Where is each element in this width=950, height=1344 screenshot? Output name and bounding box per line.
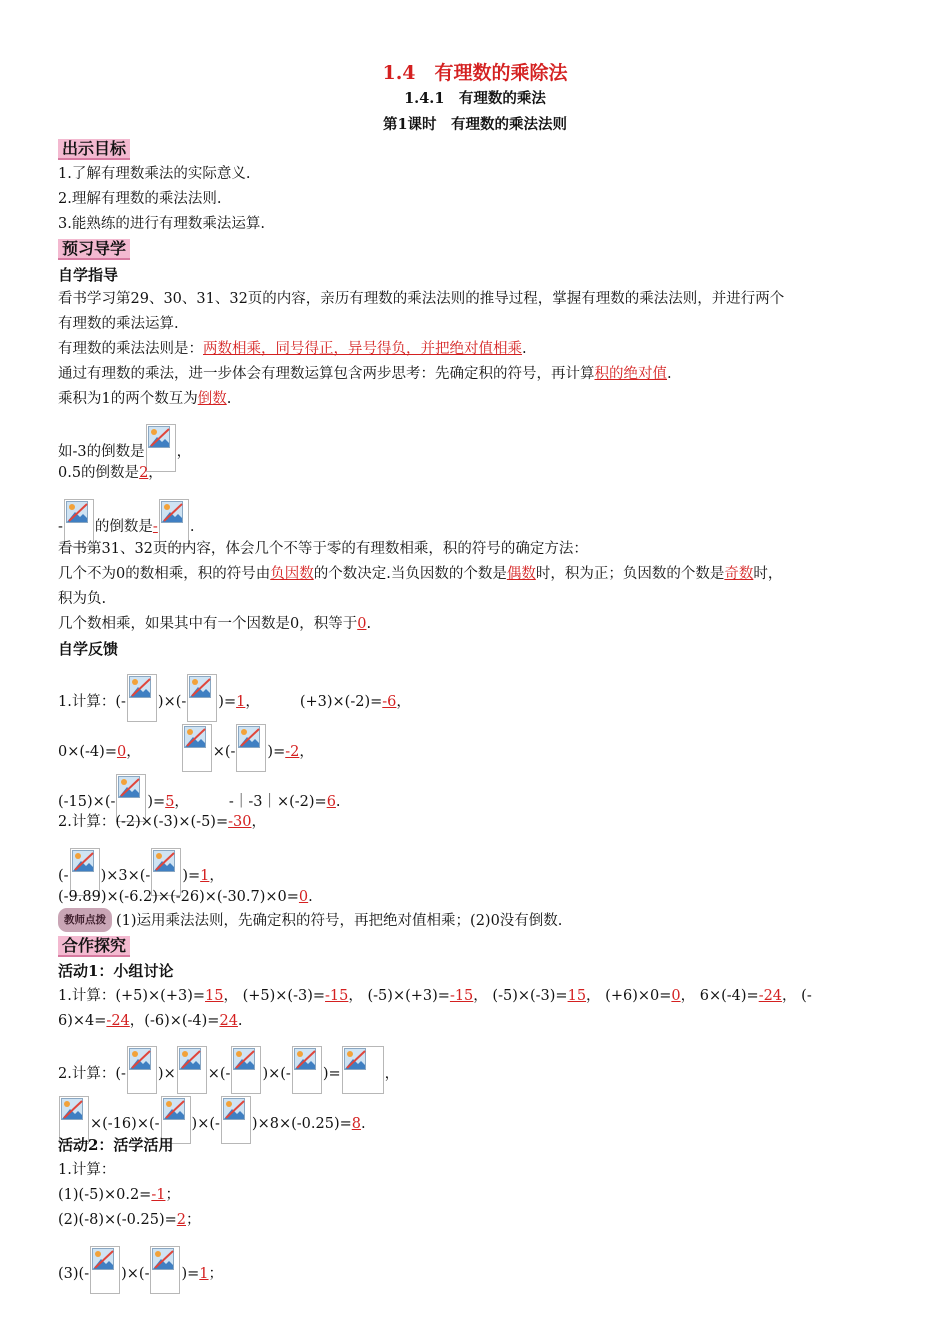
- feedback-q2-line2: (- )×3×(- )=1，: [58, 848, 224, 896]
- answer: 0: [116, 744, 127, 760]
- feedback-heading: 自学反馈: [58, 640, 119, 658]
- answer: 5: [165, 794, 175, 810]
- answer: 8: [351, 1116, 361, 1132]
- fraction-image-icon: [292, 1046, 322, 1094]
- answer: -15: [325, 988, 349, 1004]
- activity1-q1-line2: 6)×4=-24，(-6)×(-4)=24.: [58, 1013, 243, 1029]
- guide-paragraph: 看书学习第29、30、31、32页的内容，亲历有理数的乘法法则的推导过程，掌握有理数的乘法法则，并进行两个: [58, 291, 785, 307]
- answer: 0: [671, 988, 681, 1004]
- zero-rule-line: 几个数相乘，如果其中有一个因数是0，积等于0.: [58, 616, 372, 632]
- fraction-image-icon: [342, 1046, 384, 1094]
- activity2-label: 1.计算：: [58, 1162, 116, 1178]
- reciprocal-example-3: - 的倒数是- .: [58, 499, 194, 547]
- sign-intro: 看书第31、32页的内容，体会几个不等于零的有理数相乘，积的符号的确定方法：: [58, 541, 588, 557]
- fraction-image-icon: [182, 724, 212, 772]
- reciprocal-answer: 倒数: [197, 391, 227, 407]
- feedback-q1-line2: 0×(-4)=0， ×(- )=-2，: [58, 724, 314, 772]
- sign-rule-line: 几个不为0的数相乘，积的符号由负因数的个数决定.当负因数的个数是偶数时，积为正；负因数的个数是奇数时，: [58, 566, 783, 582]
- sign-rule-cont: 积为负.: [58, 591, 107, 607]
- zero-answer: 0: [357, 616, 367, 632]
- sign-answer: 偶数: [506, 566, 536, 582]
- steps-answer: 积的绝对值: [594, 366, 667, 382]
- reciprocal-example-2: 0.5的倒数是2，: [58, 465, 163, 481]
- answer: 1: [200, 868, 210, 884]
- fraction-image-icon: [177, 1046, 207, 1094]
- section-preview-tag: 预习导学: [58, 239, 130, 260]
- fraction-image-icon: [231, 1046, 261, 1094]
- page-title: 1.4 有理数的乘除法: [382, 62, 568, 84]
- guide-heading: 自学指导: [58, 266, 119, 284]
- lesson-title: 第1课时 有理数的乘法法则: [382, 116, 568, 133]
- answer: 0: [298, 889, 309, 905]
- feedback-q2-line1: 2.计算：(-2)×(-3)×(-5)=-30，: [58, 814, 266, 830]
- sign-answer: 负因数: [270, 566, 314, 582]
- fraction-image-icon: [221, 1096, 251, 1144]
- teacher-tip-badge: 教师点拨: [58, 908, 112, 932]
- section-coop-tag: 合作探究: [58, 936, 130, 957]
- fraction-image-icon: [90, 1246, 120, 1294]
- activity2-item-3: (3)(- )×(- )=1；: [58, 1246, 223, 1294]
- fraction-image-icon: [127, 1046, 157, 1094]
- feedback-q1-line3: (-15)×(- )=5， -｜-3｜×(-2)=6.: [58, 774, 341, 822]
- teacher-tip: 教师点拨 (1)运用乘法法则，先确定积的符号，再把绝对值相乘；(2)0没有倒数.: [58, 908, 562, 932]
- feedback-q1-line1: 1.计算：(- )×(- )=1， (+3)×(-2)=-6，: [58, 674, 411, 722]
- answer: -2: [285, 744, 300, 760]
- feedback-q2-line3: (-9.89)×(-6.2)×(-26)×(-30.7)×0=0.: [58, 889, 313, 905]
- goal-item: 3.能熟练的进行有理数乘法运算.: [58, 216, 265, 232]
- example-answer: 2: [139, 465, 149, 481]
- activity1-q2-line1: 2.计算：(- )× ×(- )×(- )= ，: [58, 1046, 399, 1094]
- sign-answer: 奇数: [724, 566, 754, 582]
- answer: -24: [106, 1013, 130, 1029]
- answer: -24: [758, 988, 783, 1004]
- section-goals-tag: 出示目标: [58, 139, 130, 160]
- fraction-image-icon: [187, 674, 217, 722]
- activity1-q2-line2: ×(-16)×(- )×(- )×8×(-0.25)=8.: [58, 1096, 366, 1144]
- fraction-image-icon: [150, 1246, 180, 1294]
- answer: 24: [219, 1013, 238, 1029]
- reciprocal-line: 乘积为1的两个数互为倒数.: [58, 391, 232, 407]
- activity2-item-1: (1)(-5)×0.2=-1；: [58, 1187, 180, 1203]
- answer: -1: [151, 1187, 166, 1203]
- goal-item: 2.理解有理数的乘法法则.: [58, 191, 222, 207]
- answer: 15: [567, 988, 587, 1004]
- rule-line: 有理数的乘法法则是：两数相乘，同号得正，异号得负，并把绝对值相乘.: [58, 341, 527, 357]
- activity2-item-2: (2)(-8)×(-0.25)=2；: [58, 1212, 201, 1228]
- activity2-heading: 活动2：活学活用: [58, 1136, 174, 1154]
- answer: 1: [236, 694, 246, 710]
- activity1-q1-line1: 1.计算：(+5)×(+3)=15， (+5)×(-3)=-15， (-5)×(+3)=-15， (-5)×(-3)=15， (+6)×0=0， 6×(-4)=-24， (-: [58, 988, 812, 1004]
- goal-item: 1.了解有理数乘法的实际意义.: [58, 166, 251, 182]
- guide-paragraph-cont: 有理数的乘法运算.: [58, 316, 179, 332]
- steps-line: 通过有理数的乘法，进一步体会有理数运算包含两步思考：先确定积的符号，再计算积的绝对值.: [58, 366, 672, 382]
- answer: -30: [228, 814, 252, 830]
- page-subtitle: 1.4.1 有理数的乘法: [404, 90, 546, 107]
- fraction-image-icon: [236, 724, 266, 772]
- answer: -6: [382, 694, 397, 710]
- activity1-heading: 活动1：小组讨论: [58, 962, 174, 980]
- reciprocal-example-1: 如-3的倒数是 ，: [58, 424, 191, 472]
- answer: -15: [449, 988, 474, 1004]
- answer: 1: [199, 1266, 209, 1282]
- answer: 6: [326, 794, 336, 810]
- answer: 2: [176, 1212, 187, 1228]
- rule-answer: 两数相乘，同号得正，异号得负，并把绝对值相乘: [203, 341, 522, 357]
- answer: 15: [205, 988, 224, 1004]
- fraction-image-icon: [127, 674, 157, 722]
